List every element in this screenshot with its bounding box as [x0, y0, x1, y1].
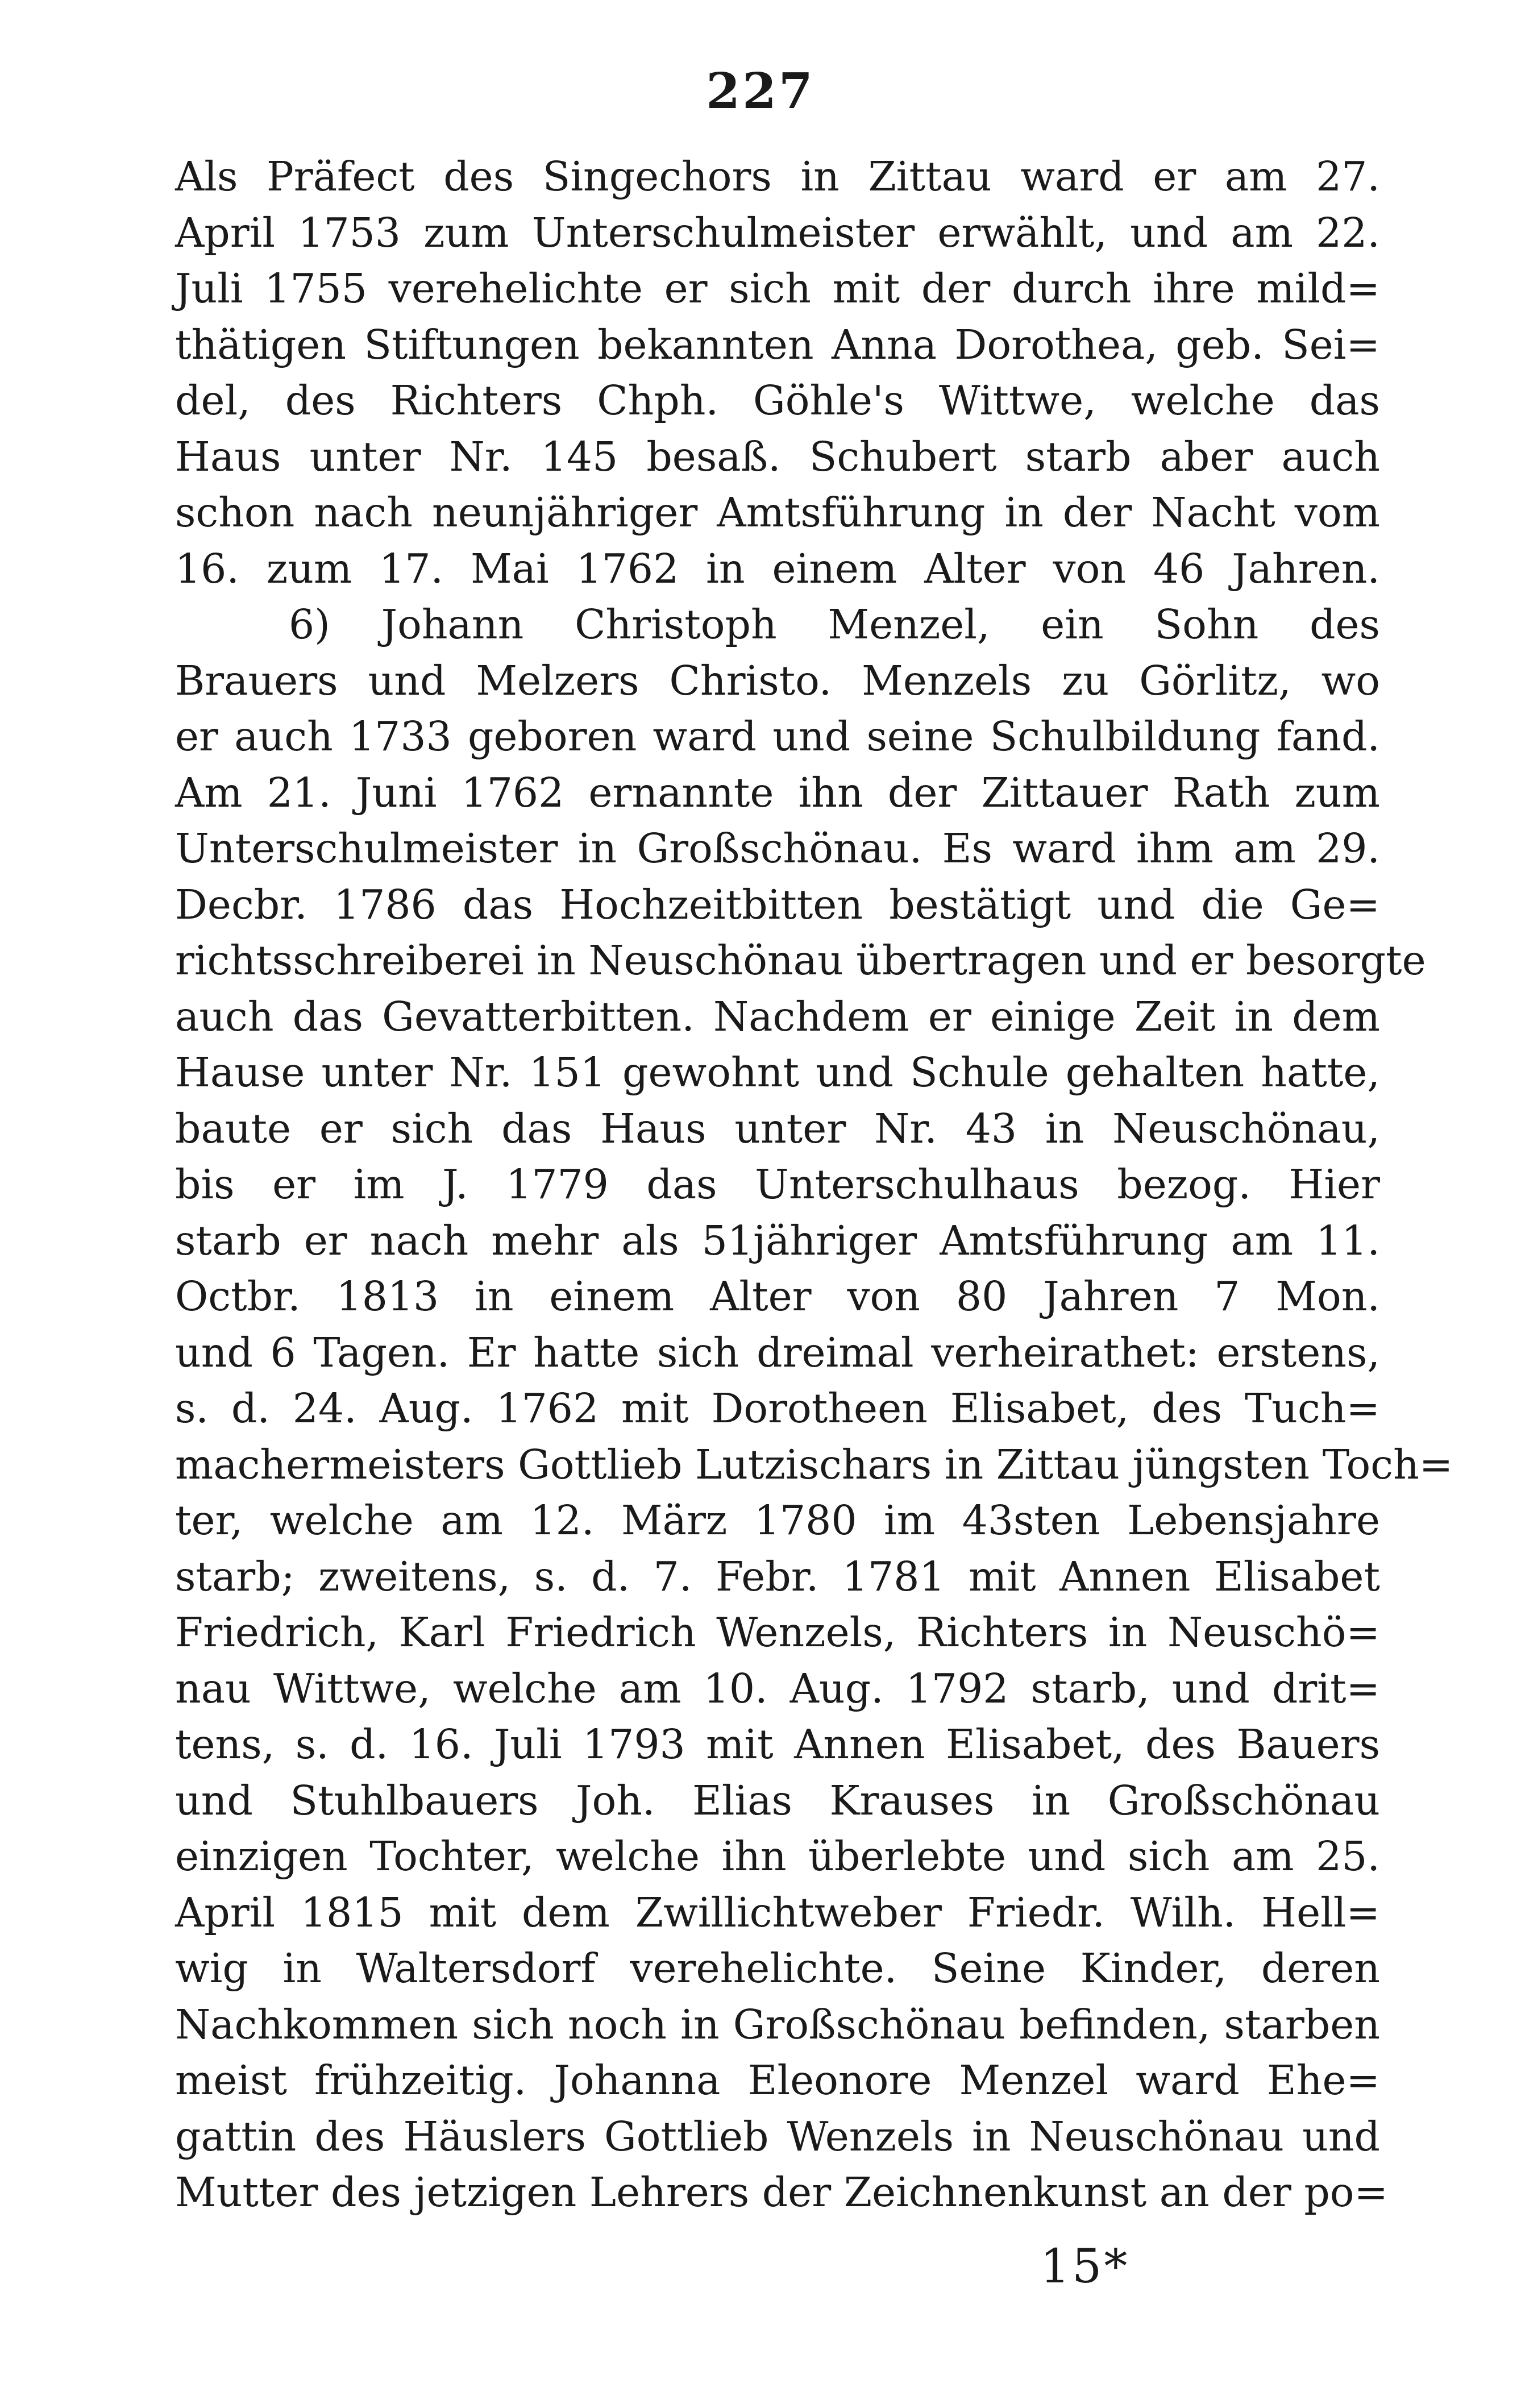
text-line: richtsschreiberei in Neuschönau übertragen und er besorgte [175, 937, 1426, 984]
text-line: Als Präfect des Singechors in Zittau ward er am 27. [175, 153, 1380, 200]
text-line: thätigen Stiftungen bekannten Anna Dorothea, geb. Sei= [175, 321, 1380, 368]
text-line: und Stuhlbauers Joh. Elias Krauses in Großschönau [175, 1776, 1380, 1824]
text-line: 16. zum 17. Mai 1762 in einem Alter von 46 Jahren. [175, 545, 1380, 592]
text-line: del, des Richters Chph. Göhle's Wittwe, welche das [175, 377, 1380, 424]
text-line: Mutter des jetzigen Lehrers der Zeichnenkunst an der po= [175, 2169, 1389, 2216]
signature-mark: 15* [1040, 2240, 1130, 2294]
text-line: Brauers und Melzers Christo. Menzels zu Görlitz, wo [175, 657, 1380, 704]
text-line: auch das Gevatterbitten. Nachdem er einige Zeit in dem [175, 993, 1380, 1040]
text-line: Hause unter Nr. 151 gewohnt und Schule gehalten hatte, [175, 1049, 1380, 1096]
text-line: baute er sich das Haus unter Nr. 43 in Neuschönau, [175, 1105, 1380, 1152]
text-line: starb er nach mehr als 51jähriger Amtsführung am 11. [175, 1217, 1380, 1264]
text-line: schon nach neunjähriger Amtsführung in der Nacht vom [175, 489, 1380, 536]
page-number: 227 [706, 63, 815, 120]
text-line: meist frühzeitig. Johanna Eleonore Menzel ward Ehe= [175, 2057, 1380, 2104]
text-line: tens, s. d. 16. Juli 1793 mit Annen Elisabet, des Bauers [175, 1721, 1380, 1768]
text-line: Octbr. 1813 in einem Alter von 80 Jahren 7 Mon. [175, 1273, 1380, 1320]
section-start-line: 6) Johann Christoph Menzel, ein Sohn des [289, 601, 1380, 648]
text-line: April 1753 zum Unterschulmeister erwählt, und am 22. [175, 209, 1380, 256]
text-line: Haus unter Nr. 145 besaß. Schubert starb aber auch [175, 433, 1380, 480]
text-line: Juli 1755 verehelichte er sich mit der durch ihre mild= [175, 265, 1380, 312]
text-line: bis er im J. 1779 das Unterschulhaus bezog. Hier [175, 1161, 1380, 1208]
text-line: s. d. 24. Aug. 1762 mit Dorotheen Elisabet, des Tuch= [175, 1385, 1380, 1432]
text-line: April 1815 mit dem Zwillichtweber Friedr. Wilh. Hell= [175, 1888, 1380, 1936]
text-line: und 6 Tagen. Er hatte sich dreimal verheirathet: erstens, [175, 1328, 1380, 1376]
text-line: Am 21. Juni 1762 ernannte ihn der Zittauer Rath zum [175, 769, 1380, 816]
text-line: er auch 1733 geboren ward und seine Schulbildung fand. [175, 713, 1380, 760]
text-line: Unterschulmeister in Großschönau. Es ward ihm am 29. [175, 825, 1380, 872]
text-line: starb; zweitens, s. d. 7. Febr. 1781 mit Annen Elisabet [175, 1552, 1380, 1600]
body-text [175, 149, 1453, 2221]
text-line: ter, welche am 12. März 1780 im 43sten Lebensjahre [175, 1497, 1380, 1544]
text-line: Decbr. 1786 das Hochzeitbitten bestätigt und die Ge= [175, 881, 1380, 928]
text-line: Nachkommen sich noch in Großschönau befinden, starben [175, 2000, 1380, 2048]
text-line: einzigen Tochter, welche ihn überlebte und sich am 25. [175, 1833, 1380, 1880]
text-line: wig in Waltersdorf verehelichte. Seine Kinder, deren [175, 1945, 1380, 1992]
text-line: gattin des Häuslers Gottlieb Wenzels in Neuschönau und [175, 2112, 1380, 2160]
text-line: machermeisters Gottlieb Lutzischars in Zittau jüngsten Toch= [175, 1440, 1453, 1488]
text-line: nau Wittwe, welche am 10. Aug. 1792 starb, und drit= [175, 1664, 1380, 1712]
text-line: Friedrich, Karl Friedrich Wenzels, Richters in Neuschö= [175, 1609, 1380, 1656]
